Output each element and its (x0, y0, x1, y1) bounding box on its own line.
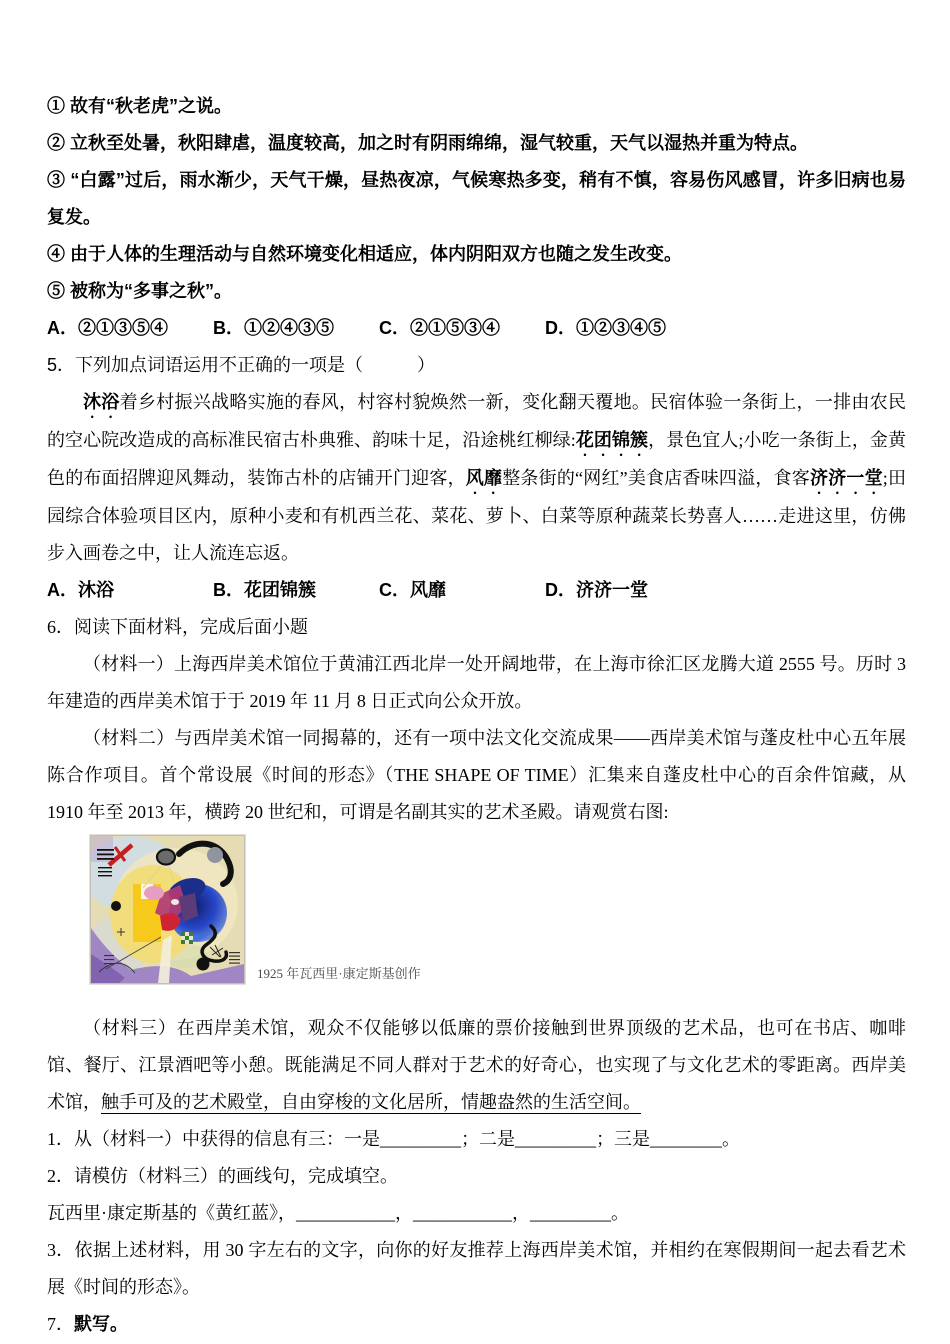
question-7-number: 7． (47, 1314, 74, 1334)
question-5-number: 5． (47, 355, 76, 375)
sub-question-1: 1．从（材料一）中获得的信息有三：一是_________；二是_________；三是________。 (47, 1129, 740, 1149)
sub-question-3: 3．依据上述材料，用 30 字左右的文字，向你的好友推荐上海西岸美术馆，并相约在寒假期间一起去看艺术展《时间的形态》。 (47, 1240, 906, 1297)
material-1-paragraph: （材料一）上海西岸美术馆位于黄浦江西北岸一处开阔地带，在上海市徐汇区龙腾大道 2555 号。历时 3 年建造的西岸美术馆于于 2019 年 11 月 8 日正式向公众开放。 (47, 654, 906, 711)
sub-question-2-fill-line: 瓦西里·康定斯基的《黄红蓝》，___________，___________，_________。 (47, 1203, 629, 1223)
option-b: B．①②④③⑤ (213, 318, 334, 338)
dotted-word-muyu: 沐浴 (83, 392, 120, 412)
sentence-item-2: ② 立秋至处暑，秋阳肆虐，温度较高，加之时有阴雨绵绵，湿气较重，天气以湿热并重为特点。 (47, 133, 808, 153)
painting-figure (90, 835, 906, 984)
question-5-passage: 沐浴着乡村振兴战略实施的春风，村容村貌焕然一新，变化翻天覆地。民宿体验一条街上，一排由农民的空心院改造成的高标准民宿古朴典雅、韵味十足，沿途桃红柳绿:花团锦簇，景色宜人;小吃一条街上，金黄色的布面招牌迎风舞动，装饰古朴的店铺开门迎客，风靡整条街的“网红”美食店香味四溢，食客济济一堂;田园综合体验项目区内，原种小麦和有机西兰花、菜花、萝卜、白菜等原种蔬菜长势喜人……走进这里，仿佛步入画卷之中，让人流连忘返。 (47, 392, 907, 563)
dotted-word-huatuanjincu: 花团锦簇 (575, 430, 649, 450)
option-a: A．②①③⑤④ (47, 318, 168, 338)
material-2-paragraph: （材料二）与西岸美术馆一同揭幕的，还有一项中法文化交流成果——西岸美术馆与蓬皮杜中心五年展陈合作项目。首个常设展《时间的形态》（THE SHAPE OF TIME）汇集来自蓬皮杜中心的百余件馆藏，从 1910 年至 2013 年，横跨 20 世纪和，可谓是名副其实的艺术圣殿。请观赏右图: (47, 728, 906, 822)
question-6-number: 6． (47, 617, 74, 637)
dotted-word-jijiyitang: 济济一堂 (809, 468, 883, 488)
dotted-word-fengmi: 风靡 (465, 468, 503, 488)
painting-caption: 1925 年瓦西里·康定斯基创作 (257, 966, 421, 981)
sub-question-2: 2．请模仿（材料三）的画线句，完成填空。 (47, 1166, 398, 1186)
question-7-stem (47, 1306, 906, 1343)
kandinsky-painting (90, 835, 245, 984)
option-a: A．沐浴 (47, 580, 114, 600)
question-6-stem: 6．阅读下面材料，完成后面小题 (47, 617, 308, 637)
sentence-item-1: ① 故有“秋老虎”之说。 (47, 96, 233, 116)
material-3-paragraph: （材料三）在西岸美术馆，观众不仅能够以低廉的票价接触到世界顶级的艺术品，也可在书店、咖啡馆、餐厅、江景酒吧等小憩。既能满足不同人群对于艺术的好奇心，也实现了与文化艺术的零距离。西岸美术馆，触手可及的艺术殿堂，自由穿梭的文化居所，情趣盎然的生活空间。 (47, 1018, 906, 1112)
question-7-title: 默写。 (74, 1314, 128, 1334)
option-c: C．风靡 (379, 580, 446, 600)
underlined-sentence: 触手可及的艺术殿堂，自由穿梭的文化居所，情趣盎然的生活空间。 (101, 1092, 641, 1112)
option-b: B．花团锦簇 (213, 580, 316, 600)
option-d: D．济济一堂 (545, 580, 648, 600)
sentence-item-4: ④ 由于人体的生理活动与自然环境变化相适应，体内阴阳双方也随之发生改变。 (47, 244, 682, 264)
sentence-item-5: ⑤ 被称为“多事之秋”。 (47, 281, 233, 301)
option-d: D．①②③④⑤ (545, 318, 666, 338)
question-5-options-row (47, 572, 906, 609)
option-c: C．②①⑤③④ (379, 318, 500, 338)
vertical-gap (47, 984, 906, 1010)
sentence-order-options-row (47, 310, 906, 347)
sentence-item-3: ③ “白露”过后，雨水渐少，天气干燥，昼热夜凉，气候寒热多变，稍有不慎，容易伤风感冒，许多旧病也易复发。 (47, 170, 906, 227)
question-5-stem: 5．下列加点词语运用不正确的一项是（ ） (47, 355, 436, 375)
